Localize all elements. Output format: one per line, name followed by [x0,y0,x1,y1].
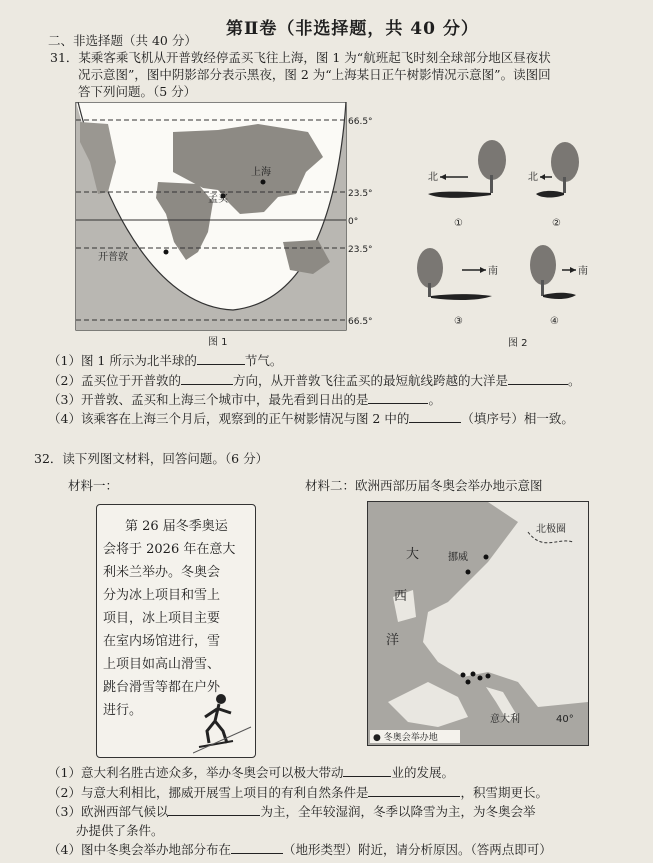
q31-item-2 [48,373,581,388]
south-label-1: 南 [488,266,498,277]
q31-3-text-end: 。 [428,392,441,407]
fig2-num-1: ① [454,218,463,229]
exam-part-title: 第Ⅱ卷（非选择题，共 40 分） [226,19,479,39]
q32-item-1 [48,765,454,780]
answer-blank[interactable] [168,804,260,816]
map-arctic: 北极圈 [536,524,566,535]
answer-blank[interactable] [197,353,245,365]
material-1-line: 跳台滑雪等都在户外 [103,680,221,695]
fig2-num-4: ④ [550,316,559,327]
ocean-char-2: 西 [394,589,408,604]
q32-3-text: （3）欧洲西部气候以 [48,804,169,819]
lat-label-0: 0° [348,217,359,227]
host-dot [471,672,476,677]
fig2-caption: 图 2 [508,338,528,349]
host-dot [466,680,471,685]
answer-blank[interactable] [368,785,460,797]
material-2-map [367,501,589,746]
q31-item-4 [48,411,574,426]
material-1-line: 项目，冰上项目主要 [103,611,221,626]
q31-3-text: （3）开普敦、孟买和上海三个城市中，最先看到日出的是 [48,392,369,407]
south-label-2: 南 [578,266,588,277]
q31-item-3 [48,392,441,407]
answer-blank[interactable] [508,373,568,385]
answer-blank[interactable] [231,842,283,854]
city-capetown-dot [164,250,169,255]
city-shanghai: 上海 [251,167,271,178]
material-1-line: 在室内场馆进行，雪 [103,634,221,649]
north-label-1: 北 [428,172,438,183]
q32-item-4 [48,842,552,857]
fig2-num-3: ③ [454,316,463,327]
europe-map-svg [368,502,588,745]
map-lon: 40° [556,714,574,725]
city-shanghai-dot [261,180,266,185]
q32-item-3-cont: 办提供了条件。 [76,823,164,838]
map-italy: 意大利 [490,714,520,725]
tree-2 [536,142,579,198]
q31-stem-line-1: 31．某乘客乘飞机从开普敦经停孟买飞往上海，图 1 为“航班起飞时刻全球部分地区昼夜状 [50,50,551,65]
q32-4-text-end: （地形类型）附近，请分析原因。（答两点即可） [282,842,552,857]
tree-4 [530,245,576,299]
figure-1-day-night-map [68,102,388,352]
material-1-line: 会将于 2026 年在意大 [103,542,236,557]
q32-1-text-end: 业的发展。 [391,765,454,780]
material-2-label: 材料二：欧洲西部历届冬奥会举办地示意图 [305,478,543,493]
city-capetown: 开普敦 [98,252,128,263]
ocean-char-1: 大 [406,547,420,562]
north-label-2: 北 [528,172,538,183]
q32-stem: 32．读下列图文材料，回答问题。（6 分） [34,451,269,466]
material-1-line: 分为冰上项目和雪上 [103,588,221,603]
q32-item-2 [48,785,548,800]
q31-2-text: （2）孟买位于开普敦的 [48,373,181,388]
q32-4-text: （4）图中冬奥会举办地部分布在 [48,842,231,857]
q31-2-text-end: 。 [567,373,581,388]
tree-1 [428,140,506,198]
fig1-caption: 图 1 [208,337,228,348]
host-dot [478,676,483,681]
q32-3-text-end: 为主，全年较湿润，冬季以降雪为主，为冬奥会举 [260,804,536,819]
q32-item-3 [48,804,535,819]
host-dot [484,555,489,560]
q31-item-1 [48,353,282,368]
tree-3 [417,248,492,300]
lat-label-66n: 66.5° [348,117,373,127]
figure-2-tree-shadows [400,130,610,350]
host-dot [461,673,466,678]
host-dot [466,570,471,575]
lat-label-66s: 66.5° [348,317,373,327]
answer-blank[interactable] [343,765,391,777]
map-norway: 挪威 [448,552,468,563]
q31-2-text-mid: 方向，从开普敦飞往孟买的最短航线跨越的大洋是 [232,373,508,388]
lat-label-23n: 23.5° [348,189,373,199]
material-1-line: 进行。 [103,703,143,718]
q32-2-text: （2）与意大利相比，挪威开展雪上项目的有利自然条件是 [48,785,369,800]
map-legend: ● 冬奥会举办地 [373,733,438,743]
material-1-line: 上项目如高山滑雪、 [103,657,221,672]
material-1-line: 利米兰举办。冬奥会 [103,565,221,580]
city-mumbai: 孟买 [208,194,228,205]
q31-stem-line-2: 况示意图”，图中阴影部分表示黑夜，图 2 为“上海某日正午树影情况示意图”。读图回 [78,67,551,82]
q32-1-text: （1）意大利名胜古迹众多，举办冬奥会可以极大带动 [48,765,344,780]
fig2-num-2: ② [552,218,561,229]
section-heading: 二、非选择题（共 40 分） [48,33,197,48]
answer-blank[interactable] [368,392,428,404]
q31-4-text: （4）该乘客在上海三个月后，观察到的正午树影情况与图 2 中的 [48,411,410,426]
answer-blank[interactable] [409,411,461,423]
q31-stem-line-3: 答下列问题。（5 分） [78,84,197,99]
answer-blank[interactable] [181,373,233,385]
skier-icon [193,691,253,755]
ocean-char-3: 洋 [386,633,400,648]
q31-1-text-end: 节气。 [244,353,283,368]
host-dot [486,674,491,679]
lat-label-23s: 23.5° [348,245,373,255]
q31-4-text-end: （填序号）相一致。 [461,411,574,426]
material-1-line: 第 26 届冬季奥运 [125,519,228,534]
q31-1-text: （1）图 1 所示为北半球的 [48,353,197,368]
q32-2-text-end: ，积雪期更长。 [460,785,548,800]
material-1-label: 材料一： [68,478,119,493]
material-1-box [96,504,256,758]
